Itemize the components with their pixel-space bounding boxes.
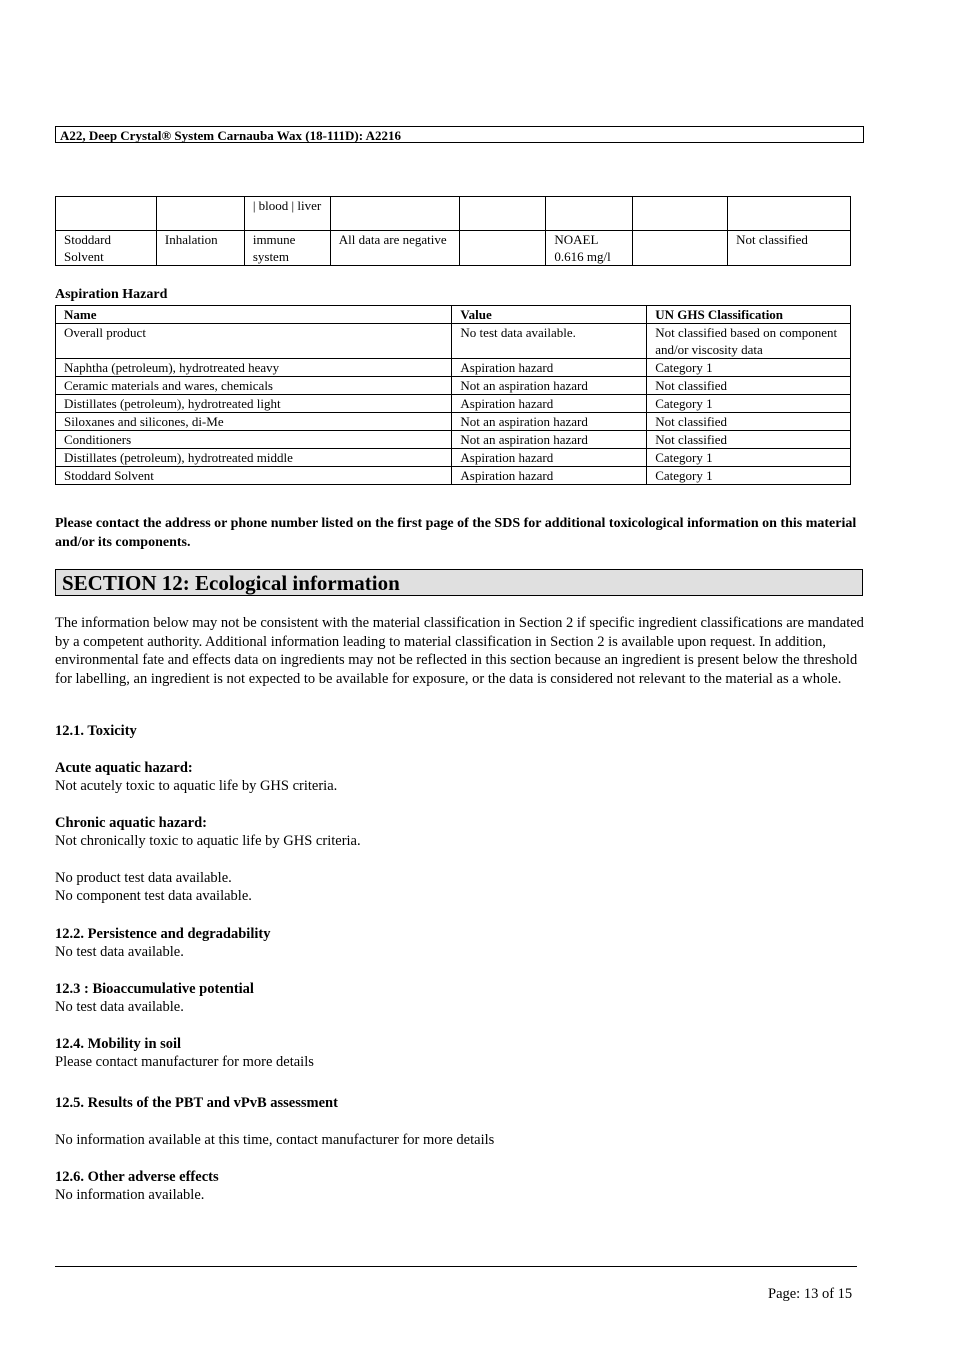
section-12-title: SECTION 12: Ecological information [55,569,863,596]
document-header-title: A22, Deep Crystal® System Carnauba Wax (18-111D): A2216 [55,126,864,143]
table-cell [546,197,633,231]
table-row [56,231,851,266]
table-cell: No test data available. [452,324,647,359]
bioaccumulative-heading: 12.3 : Bioaccumulative potential [55,981,254,997]
table-cell: Not classified based on component and/or viscosity data [647,324,851,359]
pbt-heading: 12.5. Results of the PBT and vPvB assessment [55,1095,338,1111]
table-cell: Stoddard Solvent [56,231,157,266]
table-cell [156,197,244,231]
column-header: UN GHS Classification [647,306,851,324]
table-cell: Aspiration hazard [452,395,647,413]
table-cell: Siloxanes and silicones, di-Me [56,413,452,431]
table-cell: Category 1 [647,449,851,467]
no-product-data: No product test data available. [55,870,232,886]
other-effects-heading: 12.6. Other adverse effects [55,1169,219,1185]
pbt-text: No information available at this time, contact manufacturer for more details [55,1132,495,1148]
table-cell: immune system [244,231,330,266]
mobility-text: Please contact manufacturer for more details [55,1054,314,1070]
table-cell: Aspiration hazard [452,467,647,485]
toxicity-heading: 12.1. Toxicity [55,723,137,739]
aspiration-hazard-title: Aspiration Hazard [55,287,168,302]
table-header-row [56,306,851,324]
chronic-text: Not chronically toxic to aquatic life by GHS criteria. [55,833,361,849]
page-number: Page: 13 of 15 [768,1286,853,1302]
table-row [56,413,851,431]
table-cell: Not classified [647,413,851,431]
table-row [56,324,851,359]
column-header: Name [56,306,452,324]
table-cell: Category 1 [647,395,851,413]
table-cell: Stoddard Solvent [56,467,452,485]
table-cell: Ceramic materials and wares, chemicals [56,377,452,395]
table-cell: NOAEL 0.616 mg/l [546,231,633,266]
table-cell [330,197,459,231]
table-row [56,377,851,395]
table-row [56,449,851,467]
table-cell: Naphtha (petroleum), hydrotreated heavy [56,359,452,377]
column-header: Value [452,306,647,324]
table-cell: Distillates (petroleum), hydrotreated middle [56,449,452,467]
table-cell [728,197,851,231]
table-row [56,197,851,231]
table-cell: Not classified [647,431,851,449]
table-row [56,395,851,413]
bioaccumulative-text: No test data available. [55,999,184,1015]
no-component-data: No component test data available. [55,888,252,904]
table-cell: Inhalation [156,231,244,266]
table-cell [633,197,728,231]
table-cell: Not classified [647,377,851,395]
table-cell [459,197,546,231]
table-cell: Overall product [56,324,452,359]
persistence-heading: 12.2. Persistence and degradability [55,926,271,942]
aspiration-hazard-table [55,305,851,485]
table-cell [633,231,728,266]
table-cell: Not classified [728,231,851,266]
table-cell: Conditioners [56,431,452,449]
table-cell: Distillates (petroleum), hydrotreated light [56,395,452,413]
chronic-heading: Chronic aquatic hazard: [55,815,207,831]
table-cell: Not an aspiration hazard [452,431,647,449]
table-cell: Not an aspiration hazard [452,377,647,395]
table-cell [56,197,157,231]
section-12-intro: The information below may not be consistent with the material classification in Section 2 if specific ingredient classifications are mandated by a competent authority. Additional information leading to material classification in Section 2 is available upon request. In addition, environmental fate and effects data on ingredients may not be reflected in this section because an ingredient is present below the threshold for labelling, an ingredient is not expected to be available for exposure, or the data is considered not relevant to the material as a whole. [55,615,864,687]
footer-divider [55,1266,857,1267]
table-cell: All data are negative [330,231,459,266]
table-cell [459,231,546,266]
table-row [56,431,851,449]
toxicity-table-continuation [55,196,851,266]
mobility-heading: 12.4. Mobility in soil [55,1036,182,1052]
table-cell: Aspiration hazard [452,449,647,467]
table-cell: Not an aspiration hazard [452,413,647,431]
table-cell: | blood | liver [244,197,330,231]
acute-text: Not acutely toxic to aquatic life by GHS criteria. [55,778,338,794]
table-cell: Category 1 [647,467,851,485]
table-row [56,359,851,377]
table-row [56,467,851,485]
other-effects-text: No information available. [55,1187,205,1203]
table-cell: Category 1 [647,359,851,377]
acute-heading: Acute aquatic hazard: [55,760,193,776]
persistence-text: No test data available. [55,944,184,960]
table-cell: Aspiration hazard [452,359,647,377]
contact-note: Please contact the address or phone number listed on the first page of the SDS for additional toxicological information on this material and/or its components. [55,516,857,550]
